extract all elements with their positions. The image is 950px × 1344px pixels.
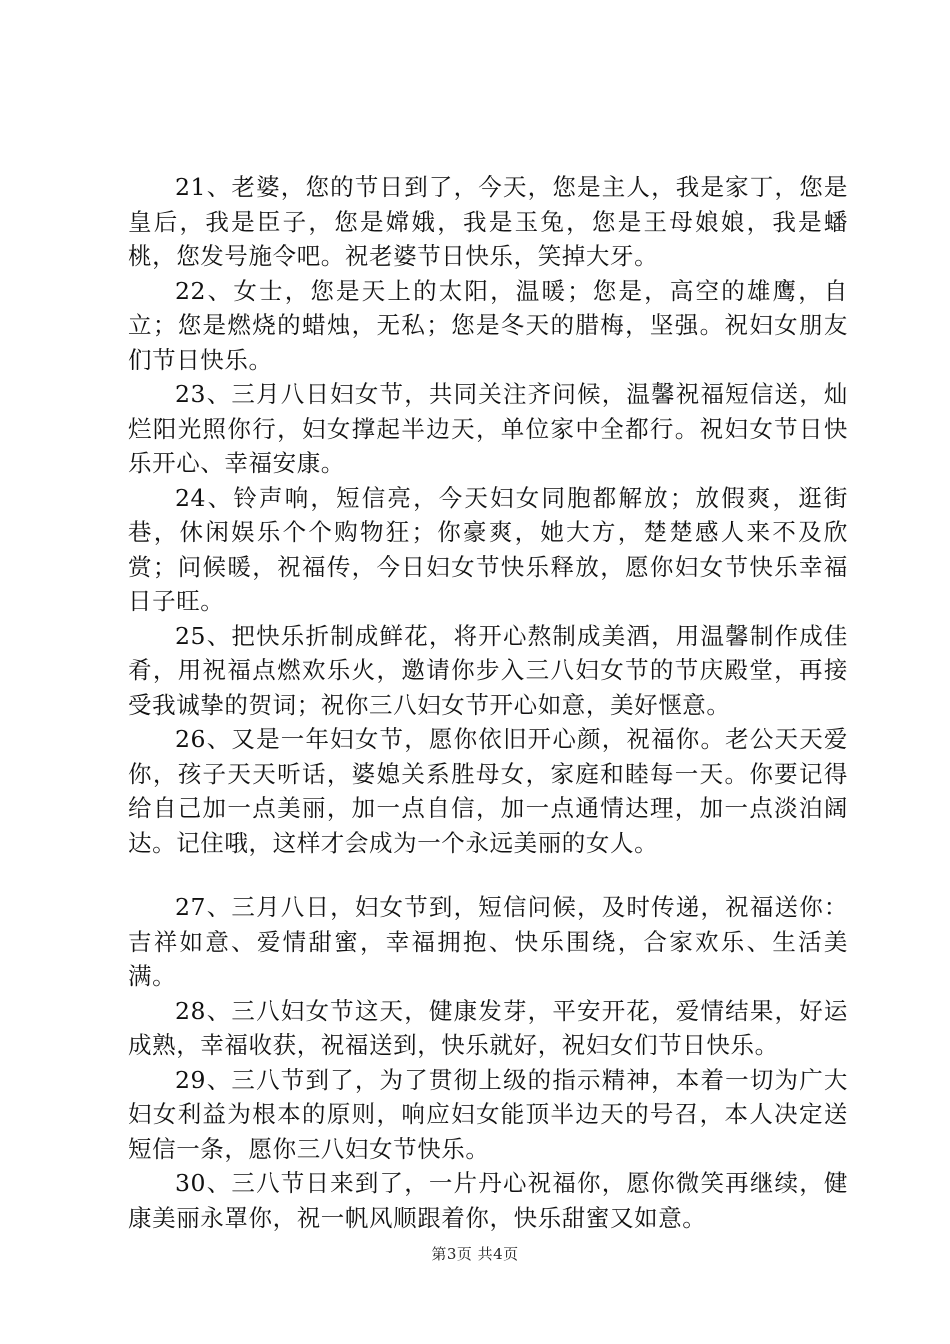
paragraph-26: 26、又是一年妇女节，愿你依旧开心颜，祝福你。老公天天爱你，孩子天天听话，婆媳关系胜母女，家庭和睦每一天。你要记得给自己加一点美丽，加一点自信，加一点通情达理，加一点淡泊阔达。记住哦，这样才会成为一个永远美丽的女人。 [128, 725, 848, 857]
paragraph-28: 28、三八妇女节这天，健康发芽，平安开花，爱情结果，好运成熟，幸福收获，祝福送到，快乐就好，祝妇女们节日快乐。 [128, 996, 848, 1059]
paragraph-25: 25、把快乐折制成鲜花，将开心熬制成美酒，用温馨制作成佳肴，用祝福点燃欢乐火，邀请你步入三八妇女节的节庆殿堂，再接受我诚挚的贺词；祝你三八妇女节开心如意，美好惬意。 [128, 621, 848, 719]
paragraph-23: 23、三月八日妇女节，共同关注齐问候，温馨祝福短信送，灿烂阳光照你行，妇女撑起半边天，单位家中全都行。祝妇女节日快乐开心、幸福安康。 [128, 380, 848, 477]
document-body [128, 170, 848, 1235]
page-footer: 第3页 共4页 [431, 1245, 519, 1263]
paragraph-21: 21、老婆，您的节日到了，今天，您是主人，我是家丁，您是皇后，我是臣子，您是嫦娥，我是玉兔，您是王母娘娘，我是蟠桃，您发号施令吧。祝老婆节日快乐，笑掉大牙。 [128, 173, 848, 270]
paragraph-27: 27、三月八日，妇女节到，短信问候，及时传递，祝福送你：吉祥如意、爱情甜蜜，幸福拥抱、快乐围绕，合家欢乐、生活美满。 [128, 893, 848, 990]
paragraph-29: 29、三八节到了，为了贯彻上级的指示精神，本着一切为广大妇女利益为根本的原则，响应妇女能顶半边天的号召，本人决定送短信一条，愿你三八妇女节快乐。 [128, 1065, 848, 1163]
paragraph-30: 30、三八节日来到了，一片丹心祝福你，愿你微笑再继续，健康美丽永罩你，祝一帆风顺跟着你，快乐甜蜜又如意。 [128, 1169, 848, 1232]
paragraph-24: 24、铃声响，短信亮，今天妇女同胞都解放；放假爽，逛街巷，休闲娱乐个个购物狂；你豪爽，她大方，楚楚感人来不及欣赏；问候暖，祝福传，今日妇女节快乐释放，愿你妇女节快乐幸福日子旺。 [128, 483, 848, 615]
paragraph-22: 22、女士，您是天上的太阳，温暖；您是，高空的雄鹰，自立；您是燃烧的蜡烛，无私；您是冬天的腊梅，坚强。祝妇女朋友们节日快乐。 [128, 276, 848, 374]
